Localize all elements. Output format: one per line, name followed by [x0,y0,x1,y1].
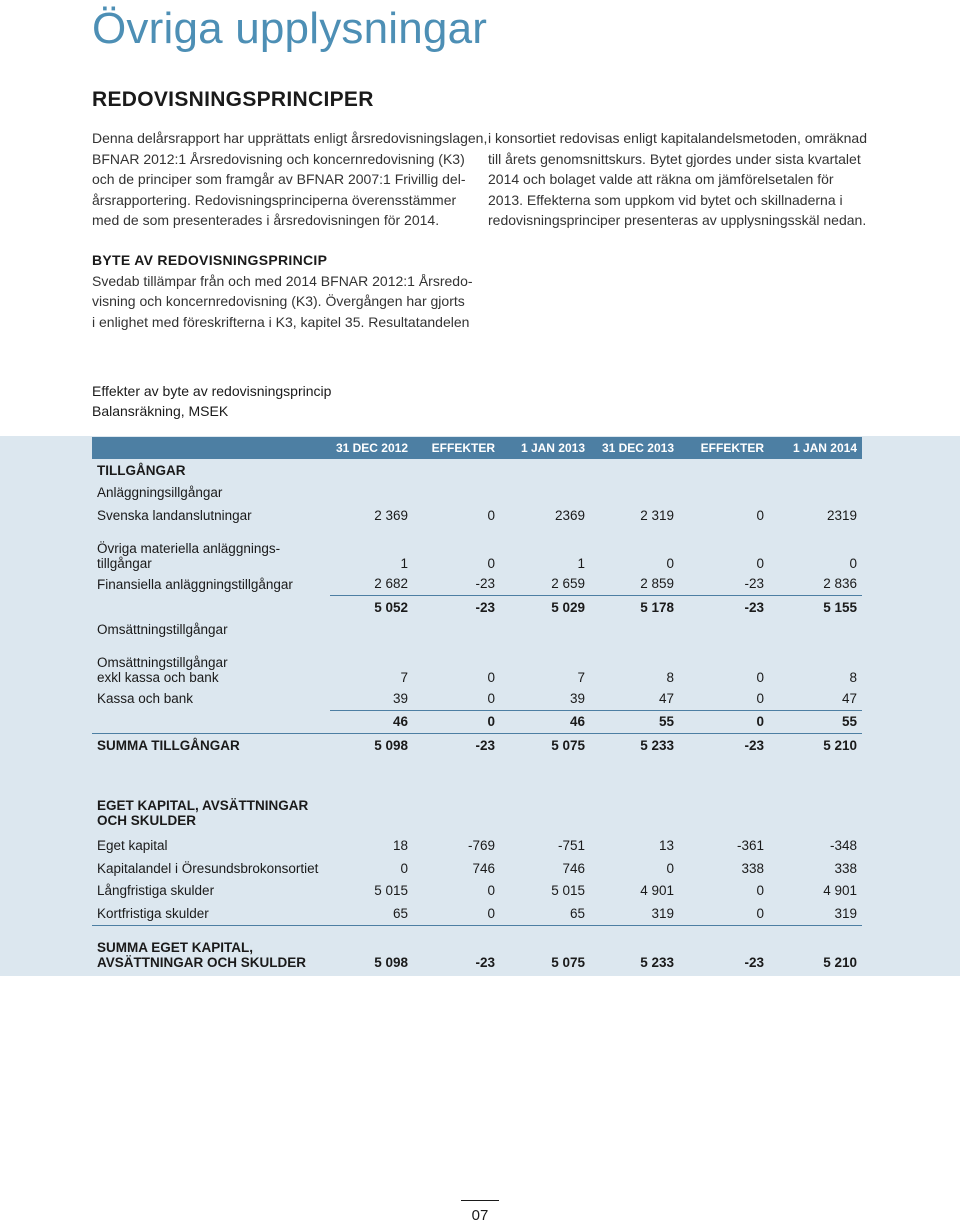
cell-value: 0 [756,670,764,685]
cell-value: 18 [392,838,408,854]
intro-right-line: i konsortiet redovisas enligt kapitalandelsmetoden, omräknad [488,130,867,146]
row-label-line: AVSÄTTNINGAR OCH SKULDER [97,954,306,970]
cell-value: 47 [841,690,857,706]
row-label: Anläggningsillgångar [97,485,223,501]
cell-value: 338 [834,860,857,876]
cell-value: 5 210 [769,925,862,972]
table-row [92,641,862,687]
cell-value: 46 [500,710,590,734]
cell-value: 5 029 [500,596,590,619]
table-caption-title: Effekter av byte av redovisningsprincip [92,383,332,399]
row-label [92,925,330,972]
cell-value: -23 [475,576,495,592]
row-label [92,527,330,573]
table-row [92,687,862,710]
spacer-row [92,757,862,791]
table-caption-subtitle: Balansräkning, MSEK [92,403,229,419]
cell-value: 2 859 [640,576,674,592]
cell-value: 1 [577,555,585,571]
cell-value: 46 [330,710,413,734]
table-row [92,527,862,573]
cell-value: 2319 [826,507,857,523]
row-label-line: Övriga materiella anläggnings- [97,540,281,556]
total-row [92,925,862,972]
intro-right-line: 2014 och bolaget valde att räkna om jämförelsetalen för [488,171,834,187]
cell-value: 0 [487,670,495,685]
intro-right-line: till årets genomsnittskurs. Bytet gjordes under sista kvartalet [488,150,861,167]
cell-value: 55 [590,710,679,734]
row-label [92,791,330,835]
table-header: 31 DEC 2013 [590,437,679,459]
change-heading: BYTE AV REDOVISNINGSPRINCIP [92,252,328,268]
cell-value: 0 [666,555,674,571]
cell-value: 8 [849,670,857,685]
row-label-line: exkl kassa och bank [97,670,219,685]
page-number: 07 [471,1207,489,1224]
cell-value: -23 [679,734,769,757]
cell-value: 5 015 [551,883,585,899]
table-row [92,791,862,835]
intro-left-line: med de som presenterades i årsredovisningen för 2014. [92,212,440,228]
intro-left-line: och de principer som framgår av BFNAR 2007:1 Frivillig del- [92,171,466,187]
cell-value: 13 [658,838,674,854]
intro-right-line: redovisningsprinciper presenteras av upplysningsskäl nedan. [488,212,867,228]
cell-value: -751 [557,838,585,854]
intro-left-paragraph [92,128,487,231]
row-label: Kassa och bank [97,691,194,706]
cell-value: 5 052 [330,596,413,619]
cell-value: 2 659 [551,576,585,592]
cell-value: 4 901 [640,883,674,899]
cell-value: 0 [849,555,857,571]
cell-value: 0 [756,555,764,571]
cell-value: 5 015 [374,883,408,899]
cell-value: 2 319 [640,507,674,523]
table-row [92,504,862,527]
cell-value: 5 210 [769,734,862,757]
subtotal-row [92,596,862,619]
cell-value: 0 [400,860,408,876]
table-row [92,857,862,880]
row-label-line: Omsättningstillgångar [97,655,228,670]
table-header: 31 DEC 2012 [330,437,413,459]
cell-value: -23 [679,596,769,619]
table-header-empty [92,437,330,459]
change-section [92,250,473,332]
cell-value: -361 [736,838,764,854]
cell-value: 0 [756,507,764,523]
table-header: EFFEKTER [679,437,769,459]
footer-divider [461,1200,499,1201]
cell-value: 2 369 [374,507,408,523]
cell-value: 65 [392,905,408,921]
cell-value: 5 075 [500,925,590,972]
cell-value: -769 [467,838,495,854]
cell-value: -23 [744,576,764,592]
intro-left-line: årsrapportering. Redovisningsprinciperna överensstämmer [92,191,457,208]
cell-value: 746 [562,860,585,876]
cell-value: 55 [769,710,862,734]
row-label [92,641,330,687]
cell-value: -23 [413,925,500,972]
subtotal-row [92,710,862,734]
row-label: Eget kapital [97,838,168,854]
cell-value: 5 098 [330,734,413,757]
intro-right-line: 2013. Effekterna som uppkom vid bytet och skillnaderna i [488,191,843,208]
cell-value: 1 [400,555,408,571]
row-label [92,596,330,619]
cell-value: 47 [658,690,674,706]
row-label-line: OCH SKULDER [97,812,197,828]
cell-value: 7 [400,670,408,685]
intro-left-line: BFNAR 2012:1 Årsredovisning och koncernredovisning (K3) [92,150,465,167]
cell-value: 0 [487,905,495,921]
row-label: Kortfristiga skulder [97,905,209,921]
row-label-line: SUMMA EGET KAPITAL, [97,939,253,955]
cell-value: 5 075 [500,734,590,757]
cell-value: 0 [487,690,495,706]
table-row [92,482,862,505]
cell-value: 0 [413,710,500,734]
cell-value: 4 901 [823,883,857,899]
cell-value: 0 [756,905,764,921]
row-label: Svenska landanslutningar [97,507,252,523]
table-header: EFFEKTER [413,437,500,459]
cell-value: 39 [569,690,585,706]
row-label: Finansiella anläggningstillgångar [97,576,293,592]
balance-sheet-table [92,437,862,972]
table-header-row [92,437,862,459]
cell-value: 0 [666,860,674,876]
cell-value: 319 [651,905,674,921]
row-label: Omsättningstillgångar [97,622,228,638]
cell-value: 319 [834,905,857,921]
change-text-line: Svedab tillämpar från och med 2014 BFNAR 2012:1 Årsredo- [92,272,473,289]
cell-value: 5 155 [769,596,862,619]
table-row [92,573,862,596]
cell-value: -23 [679,925,769,972]
cell-value: -23 [413,734,500,757]
cell-value: 0 [756,690,764,706]
page-title: Övriga upplysningar [92,4,488,53]
cell-value: 338 [741,860,764,876]
table-row [92,880,862,903]
row-label-line: tillgångar [97,555,152,571]
cell-value: 0 [487,507,495,523]
cell-value: 2369 [554,507,585,523]
cell-value: 5 178 [590,596,679,619]
cell-value: 0 [756,883,764,899]
cell-value: 746 [472,860,495,876]
row-label: SUMMA TILLGÅNGAR [92,734,330,757]
cell-value: 2 836 [823,576,857,592]
cell-value: 0 [487,883,495,899]
change-text-line: i enlighet med föreskrifterna i K3, kapitel 35. Resultatandelen [92,313,470,330]
cell-value: 39 [392,690,408,706]
cell-value: 65 [569,905,585,921]
cell-value: 5 233 [590,925,679,972]
change-text-line: visning och koncernredovisning (K3). Övergången har gjorts [92,293,465,309]
table-header: 1 JAN 2014 [769,437,862,459]
cell-value: 5 098 [330,925,413,972]
cell-value: -348 [829,838,857,854]
cell-value: 2 682 [374,576,408,592]
cell-value: 5 233 [590,734,679,757]
row-label: Långfristiga skulder [97,883,215,899]
table-row [92,619,862,642]
table-header: 1 JAN 2013 [500,437,590,459]
row-label: Kapitalandel i Öresundsbrokonsortiet [97,860,319,876]
intro-left-line: Denna delårsrapport har upprättats enligt årsredovisningslagen, [92,130,488,146]
cell-value: 0 [679,710,769,734]
cell-value: -23 [413,596,500,619]
table-row [92,835,862,858]
section-heading: REDOVISNINGSPRINCIPER [92,88,374,111]
total-row [92,734,862,757]
row-label: TILLGÅNGAR [97,462,186,478]
cell-value: 7 [577,670,585,685]
row-label-line: EGET KAPITAL, AVSÄTTNINGAR [97,797,309,813]
cell-value: 8 [666,670,674,685]
cell-value: 0 [487,555,495,571]
table-row [92,902,862,925]
table-row [92,459,862,482]
intro-right-paragraph [488,128,867,231]
table-caption [92,381,331,421]
row-label [92,710,330,734]
